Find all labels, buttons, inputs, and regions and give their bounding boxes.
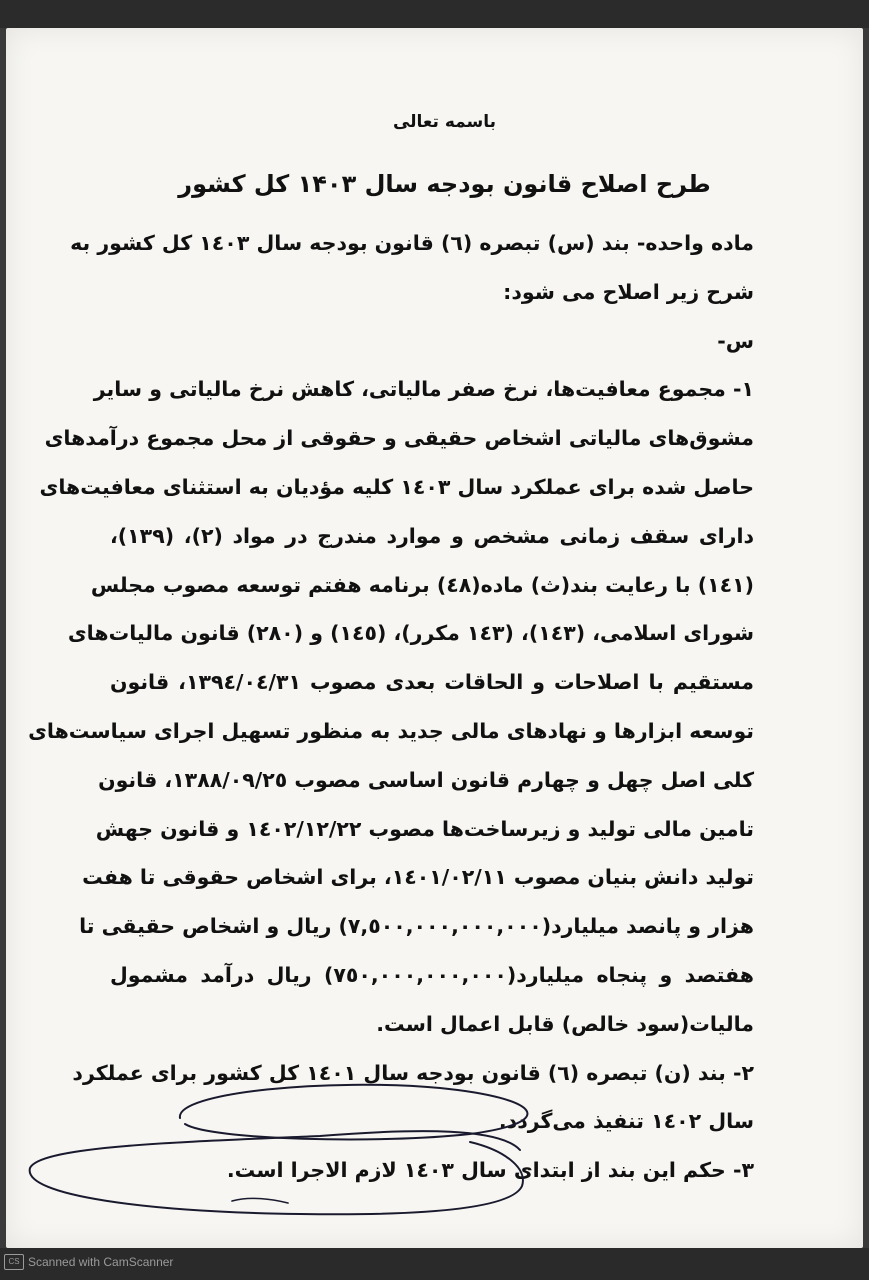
watermark-text: Scanned with CamScanner — [28, 1255, 174, 1269]
body-line: ماده واحده- بند (س) تبصره (٦) قانون بودجه سال ١٤٠٣ کل کشور به — [70, 231, 754, 255]
camscanner-logo-icon: CS — [4, 1254, 24, 1270]
body-line: ٣- حکم این بند از ابتدای سال ١٤٠٣ لازم الاجرا است. — [226, 1158, 754, 1183]
body-line: هفتصد و پنجاه میلیارد(٧٥٠,٠٠٠,٠٠٠,٠٠٠) ریال درآمد مشمول — [110, 962, 754, 987]
body-line: مشوق‌های مالیاتی اشخاص حقیقی و حقوقی از محل مجموع درآمدهای — [44, 426, 754, 451]
document-body — [28, 219, 754, 1195]
body-line: تامین مالی تولید و زیرساخت‌ها مصوب ١٤٠٢/١٢/٢٢ و قانون جهش — [95, 816, 754, 841]
body-line: ٢- بند (ن) تبصره (٦) قانون بودجه سال ١٤٠١ کل کشور برای عملکرد — [72, 1060, 754, 1085]
body-line: شورای اسلامی، (١٤٣)، (١٤٣ مکرر)، (١٤٥) و (٢٨٠) قانون مالیات‌های — [67, 621, 754, 646]
document-page — [6, 28, 863, 1248]
body-line: هزار و پانصد میلیارد(٧,٥٠٠,٠٠٠,٠٠٠,٠٠٠) ریال و اشخاص حقیقی تا — [79, 914, 754, 939]
body-line: دارای سقف زمانی مشخص و موارد مندرج در مواد (٢)، (١٣٩)، — [110, 523, 754, 548]
body-line: کلی اصل چهل و چهارم قانون اساسی مصوب ١٣٨٨/٠٩/٢٥، قانون — [98, 767, 754, 792]
body-line: حاصل شده برای عملکرد سال ١٤٠٣ کلیه مؤدیان به استثنای معافیت‌های — [39, 474, 754, 499]
body-line: (١٤١) با رعایت بند(ث) ماده(٤٨) برنامه هفتم توسعه مصوب مجلس — [90, 572, 754, 597]
body-line: ١- مجموع معافیت‌ها، نرخ صفر مالیاتی، کاهش نرخ مالیاتی و سایر — [93, 377, 754, 402]
basmala-heading: باسمه تعالی — [392, 112, 497, 132]
body-line: تولید دانش بنیان مصوب ١٤٠١/٠٢/١١، برای اشخاص حقوقی تا هفت — [82, 865, 754, 890]
section-label: س- — [717, 328, 754, 353]
camscanner-watermark — [4, 1254, 173, 1270]
body-line: مالیات(سود خالص) قابل اعمال است. — [376, 1011, 754, 1036]
top-frame — [0, 0, 869, 28]
body-line: شرح زیر اصلاح می شود: — [503, 279, 754, 304]
document-title: طرح اصلاح قانون بودجه سال ۱۴۰۳ کل کشور — [178, 170, 711, 198]
body-line: سال ١٤٠٢ تنفیذ می‌گردد. — [498, 1109, 754, 1134]
body-line: مستقیم با اصلاحات و الحاقات بعدی مصوب ١٣٩٤/٠٤/٣١، قانون — [110, 670, 754, 695]
body-line: توسعه ابزارها و نهادهای مالی جدید به منظور تسهیل اجرای سیاست‌های — [28, 718, 754, 743]
